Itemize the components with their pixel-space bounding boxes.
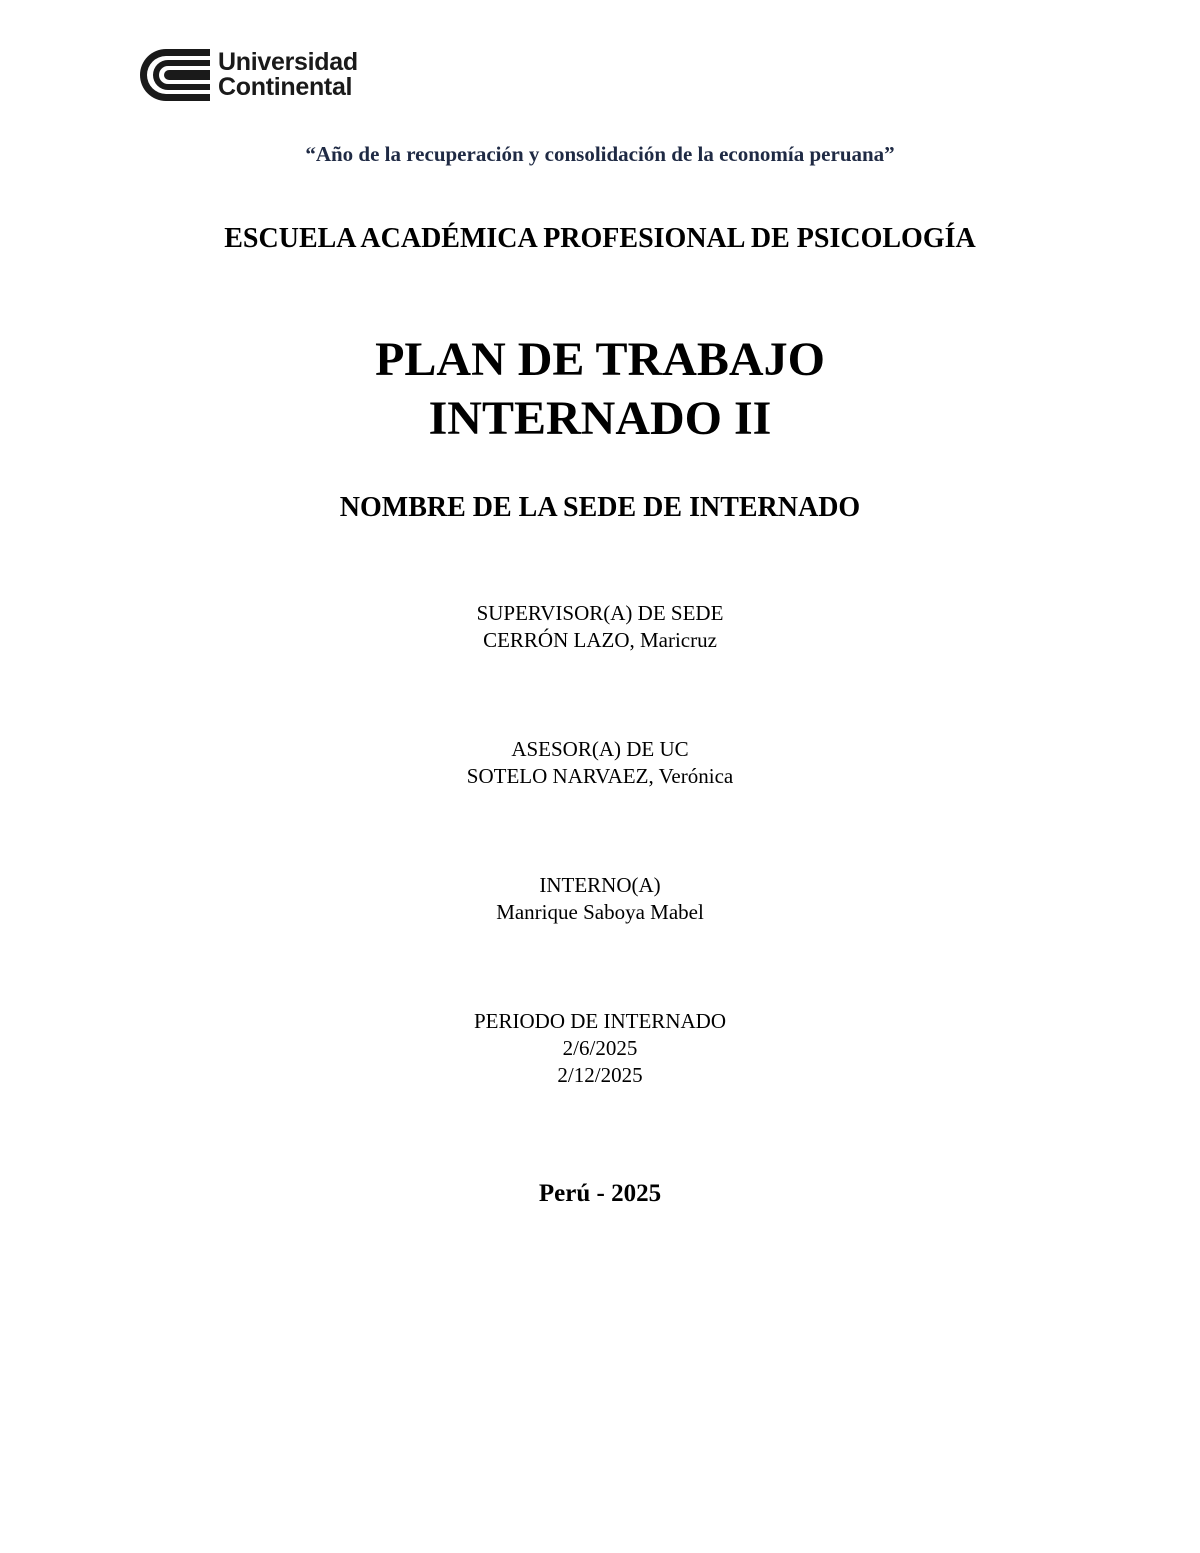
- sede-name: NOMBRE DE LA SEDE DE INTERNADO: [339, 492, 861, 523]
- periodo-end-date: 2/12/2025: [557, 1063, 643, 1087]
- university-logo: [138, 46, 388, 104]
- interno-name: Manrique Saboya Mabel: [496, 900, 704, 924]
- supervisor-label: SUPERVISOR(A) DE SEDE: [476, 601, 724, 625]
- asesor-block: [0, 736, 1200, 790]
- supervisor-block: [0, 600, 1200, 654]
- year-motto: “Año de la recuperación y consolidación de la economía peruana”: [305, 142, 895, 166]
- asesor-label: ASESOR(A) DE UC: [511, 737, 689, 761]
- interno-block: [0, 872, 1200, 926]
- universidad-continental-logo-icon: [138, 47, 212, 103]
- logo-line-2: Continental: [218, 73, 353, 101]
- logo-line-1: Universidad: [218, 48, 358, 76]
- periodo-block: [0, 1008, 1200, 1089]
- periodo-start-date: 2/6/2025: [562, 1036, 638, 1060]
- periodo-label: PERIODO DE INTERNADO: [474, 1009, 726, 1033]
- document-title-line-2: INTERNADO II: [428, 392, 772, 445]
- document-title-line-1: PLAN DE TRABAJO: [375, 333, 825, 386]
- interno-label: INTERNO(A): [539, 873, 661, 897]
- asesor-name: SOTELO NARVAEZ, Verónica: [466, 764, 734, 788]
- supervisor-name: CERRÓN LAZO, Maricruz: [483, 628, 717, 652]
- logo-wordmark: [218, 50, 358, 100]
- country-year: Perú - 2025: [538, 1180, 662, 1207]
- school-heading: ESCUELA ACADÉMICA PROFESIONAL DE PSICOLOGÍA: [224, 223, 976, 254]
